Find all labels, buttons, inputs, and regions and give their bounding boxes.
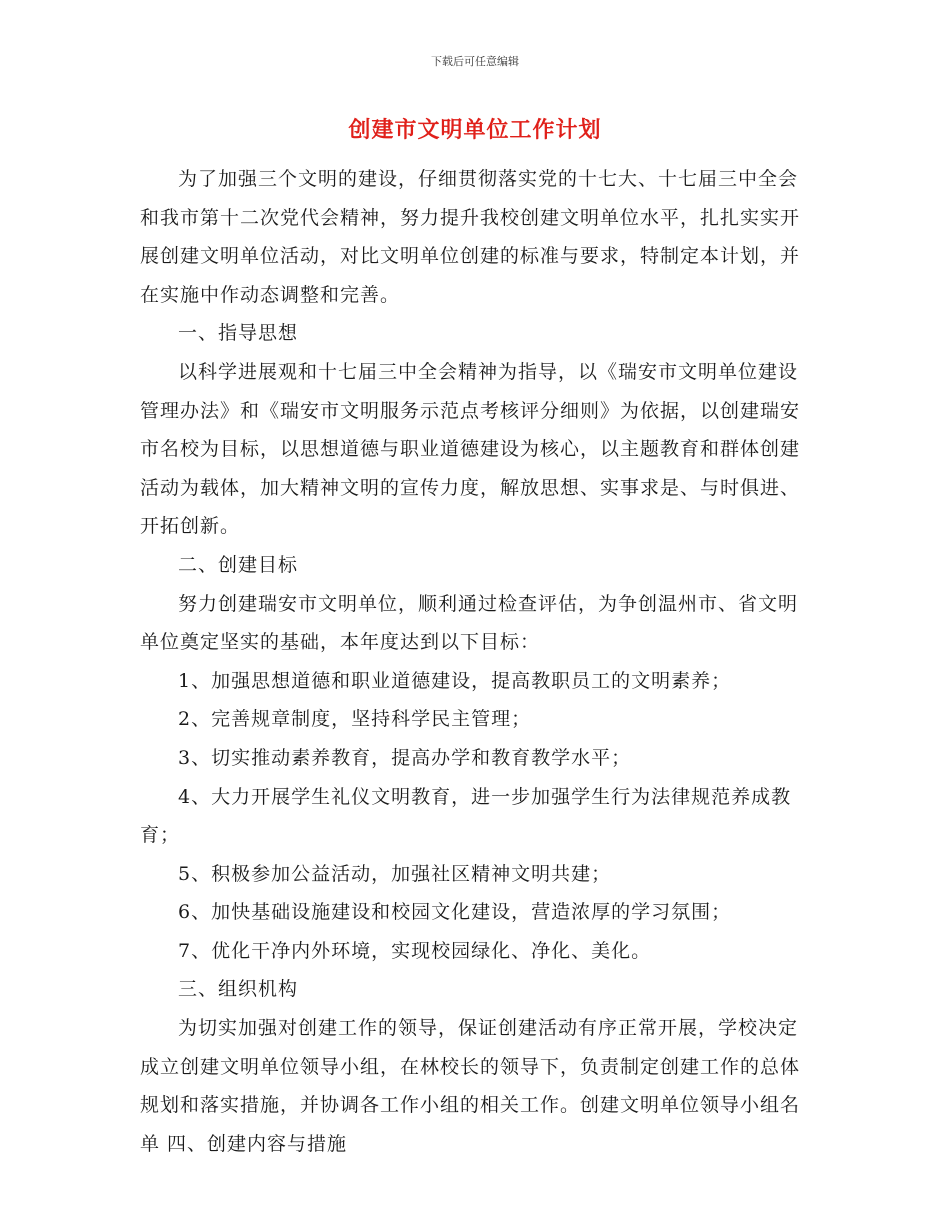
section-heading-goals: 二、创建目标	[178, 553, 299, 576]
document-body	[140, 160, 810, 1163]
goal-item-1: 1、加强思想道德和职业道德建设，提高教职员工的文明素养；	[178, 669, 732, 692]
section-heading-organization: 三、组织机构	[178, 978, 299, 1001]
paragraph-intro: 为了加强三个文明的建设，仔细贯彻落实党的十七大、十七届三中全会和我市第十二次党代会精神，努力提升我校创建文明单位水平，扎扎实实开展创建文明单位活动，对比文明单位创建的标准与要求，特制定本计划，并在实施中作动态调整和完善。	[140, 168, 801, 306]
paragraph-guiding-ideology: 以科学进展观和十七届三中全会精神为指导，以《瑞安市文明单位建设管理办法》和《瑞安市文明服务示范点考核评分细则》为依据，以创建瑞安市名校为目标，以思想道德与职业道德建设为核心，以主题教育和群体创建活动为载体，加大精神文明的宣传力度，解放思想、实事求是、与时俱进、开拓创新。	[140, 360, 801, 538]
goal-item-6: 6、加快基础设施建设和校园文化建设，营造浓厚的学习氛围；	[178, 901, 732, 924]
goal-item-5: 5、积极参加公益活动，加强社区精神文明共建；	[178, 862, 612, 885]
document-title: 创建市文明单位工作计划	[348, 118, 602, 143]
goal-item-2: 2、完善规章制度，坚持科学民主管理；	[178, 708, 532, 731]
goal-item-4: 4、大力开展学生礼仪文明教育，进一步加强学生行为法律规范养成教育；	[140, 785, 792, 847]
header-note: 下载后可任意编辑	[431, 55, 519, 68]
paragraph-goals-intro: 努力创建瑞安市文明单位，顺利通过检查评估，为争创温州市、省文明单位奠定坚实的基础，本年度达到以下目标：	[140, 592, 799, 654]
paragraph-organization: 为切实加强对创建工作的领导，保证创建活动有序正常开展，学校决定成立创建文明单位领导小组，在林校长的领导下，负责制定创建工作的总体规划和落实措施，并协调各工作小组的相关工作。创建文明单位领导小组名单 四、创建内容与措施	[140, 1017, 801, 1155]
goal-item-3: 3、切实推动素养教育，提高办学和教育教学水平；	[178, 746, 632, 769]
goal-item-7: 7、优化干净内外环境，实现校园绿化、净化、美化。	[178, 939, 652, 962]
section-heading-guiding-ideology: 一、指导思想	[178, 322, 299, 345]
